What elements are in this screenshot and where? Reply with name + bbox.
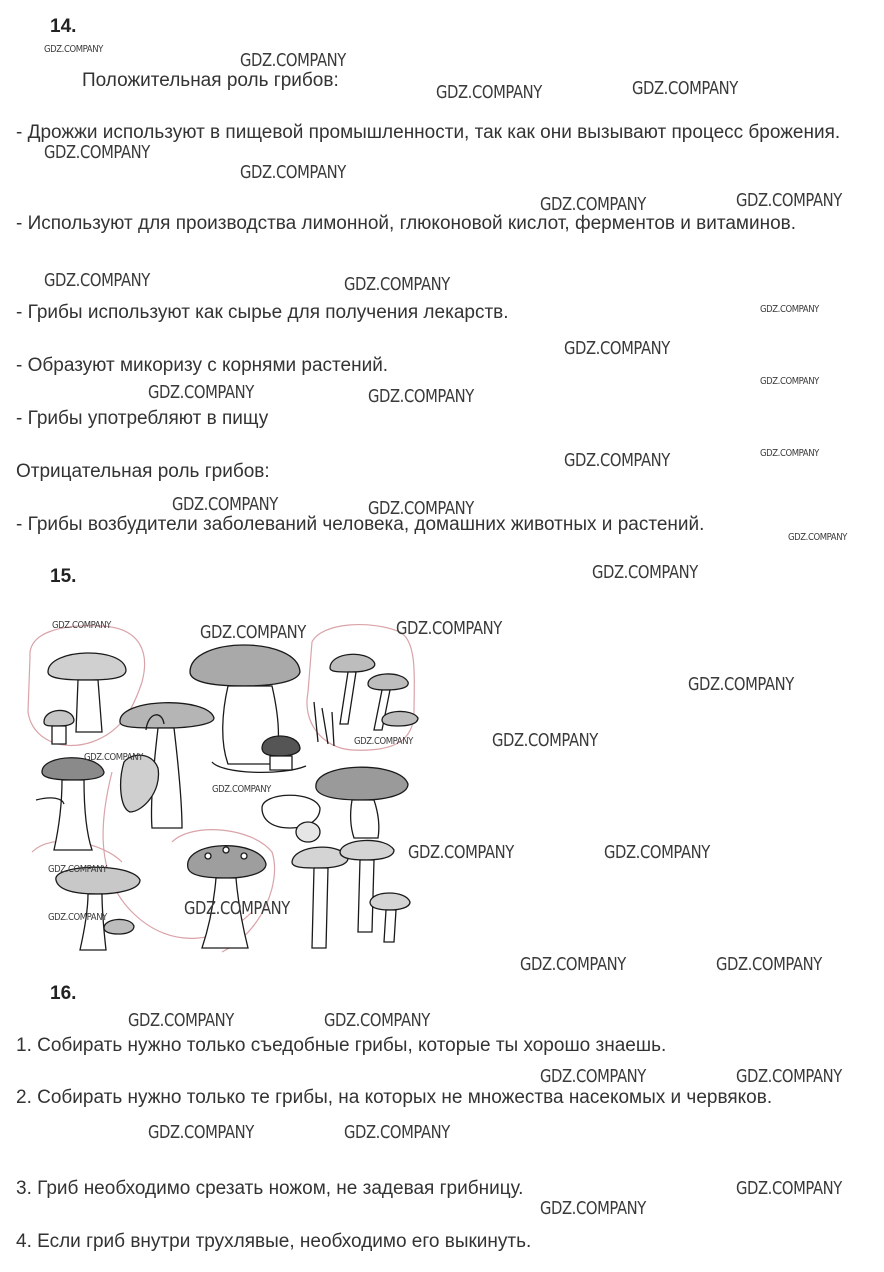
positive-role-heading: Положительная роль грибов: — [82, 70, 339, 91]
mushroom-8 — [56, 867, 140, 950]
watermark: GDZ.COMPANY — [148, 1122, 254, 1143]
watermark: GDZ.COMPANY — [564, 450, 670, 471]
watermark: GDZ.COMPANY — [172, 494, 278, 515]
watermark: GDZ.COMPANY — [44, 142, 150, 163]
watermark: GDZ.COMPANY — [324, 1010, 430, 1031]
watermark: GDZ.COMPANY — [592, 562, 698, 583]
watermark: GDZ.COMPANY — [540, 194, 646, 215]
watermark: GDZ.COMPANY — [344, 1122, 450, 1143]
positive-item-5: - Грибы употребляют в пищу — [16, 408, 269, 429]
watermark: GDZ.COMPANY — [368, 386, 474, 407]
watermark: GDZ.COMPANY — [48, 912, 107, 923]
watermark: GDZ.COMPANY — [760, 376, 819, 387]
watermark: GDZ.COMPANY — [604, 842, 710, 863]
watermark: GDZ.COMPANY — [788, 532, 847, 543]
watermark: GDZ.COMPANY — [520, 954, 626, 975]
watermark: GDZ.COMPANY — [736, 1178, 842, 1199]
watermark: GDZ.COMPANY — [540, 1198, 646, 1219]
watermark: GDZ.COMPANY — [354, 736, 413, 747]
watermark: GDZ.COMPANY — [148, 382, 254, 403]
watermark: GDZ.COMPANY — [84, 752, 143, 763]
positive-item-2: - Используют для производства лимонной, глюконовой кислот, ферментов и витаминов. — [16, 213, 797, 234]
watermark: GDZ.COMPANY — [540, 1066, 646, 1087]
watermark: GDZ.COMPANY — [128, 1010, 234, 1031]
watermark: GDZ.COMPANY — [408, 842, 514, 863]
question-number-14: 14. — [50, 16, 77, 37]
watermark: GDZ.COMPANY — [736, 190, 842, 211]
question-number-16: 16. — [50, 983, 77, 1004]
watermark: GDZ.COMPANY — [436, 82, 542, 103]
watermark: GDZ.COMPANY — [564, 338, 670, 359]
rule-item-1: 1. Собирать нужно только съедобные грибы, которые ты хорошо знаешь. — [16, 1035, 667, 1056]
watermark: GDZ.COMPANY — [760, 304, 819, 315]
watermark: GDZ.COMPANY — [344, 274, 450, 295]
watermark: GDZ.COMPANY — [368, 498, 474, 519]
mushroom-2 — [190, 645, 306, 772]
watermark: GDZ.COMPANY — [760, 448, 819, 459]
mushroom-4 — [120, 703, 214, 828]
positive-item-3: - Грибы используют как сырье для получения лекарств. — [16, 302, 509, 323]
positive-item-1: - Дрожжи используют в пищевой промышленности, так как они вызывают процесс брожения. — [16, 122, 841, 143]
watermark: GDZ.COMPANY — [200, 622, 306, 643]
watermark: GDZ.COMPANY — [48, 864, 107, 875]
negative-item-1: - Грибы возбудители заболеваний человека, домашних животных и растений. — [16, 514, 705, 535]
watermark: GDZ.COMPANY — [44, 270, 150, 291]
watermark: GDZ.COMPANY — [240, 162, 346, 183]
mushroom-6 — [262, 767, 408, 842]
watermark: GDZ.COMPANY — [52, 620, 111, 631]
mushroom-3 — [314, 654, 418, 746]
watermark: GDZ.COMPANY — [240, 50, 346, 71]
negative-role-heading: Отрицательная роль грибов: — [16, 461, 270, 482]
watermark: GDZ.COMPANY — [716, 954, 822, 975]
mushroom-9 — [292, 840, 410, 948]
watermark: GDZ.COMPANY — [492, 730, 598, 751]
rule-item-3: 3. Гриб необходимо срезать ножом, не задевая грибницу. — [16, 1178, 524, 1199]
watermark: GDZ.COMPANY — [688, 674, 794, 695]
watermark: GDZ.COMPANY — [44, 44, 103, 55]
watermark: GDZ.COMPANY — [184, 898, 290, 919]
watermark: GDZ.COMPANY — [396, 618, 502, 639]
positive-item-4: - Образуют микоризу с корнями растений. — [16, 355, 389, 376]
watermark: GDZ.COMPANY — [212, 784, 271, 795]
watermark: GDZ.COMPANY — [736, 1066, 842, 1087]
mushroom-5 — [36, 758, 104, 850]
question-number-15: 15. — [50, 566, 77, 587]
rule-item-2: 2. Собирать нужно только те грибы, на которых не множества насекомых и червяков. — [16, 1087, 773, 1108]
rule-item-4: 4. Если гриб внутри трухлявые, необходимо его выкинуть. — [16, 1231, 532, 1252]
mushroom-7 — [188, 846, 266, 948]
watermark: GDZ.COMPANY — [632, 78, 738, 99]
